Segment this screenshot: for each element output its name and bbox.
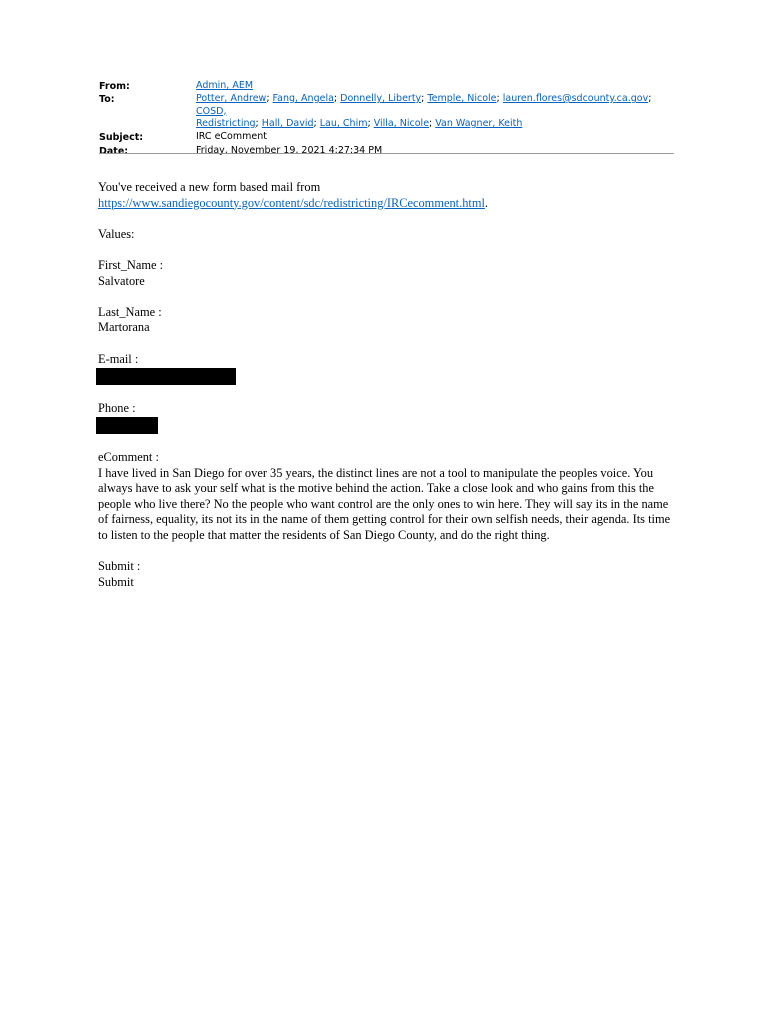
recipient-link[interactable]: Van Wagner, Keith (435, 118, 523, 129)
date-row (99, 145, 674, 159)
to-row (99, 93, 674, 131)
recipient-separator: ; (313, 118, 320, 129)
from-label: From: (99, 81, 130, 92)
ecomment-line: of fairness, equality, its not its in the name of them getting control for their own selfish needs, their agenda. Its time (98, 512, 671, 527)
sender-link[interactable]: Admin, AEM (196, 80, 254, 91)
ecomment-line: to listen to the people that matter the residents of San Diego County, and do the right thing. (98, 527, 550, 542)
recipients-list (196, 93, 674, 131)
recipient-link[interactable]: COSD, (196, 105, 227, 117)
last-name-value: Martorana (98, 320, 150, 335)
recipient-separator: ; (333, 93, 341, 104)
ecomment-line: people who live there? No the people who want control are the only ones to win here. They will say its in the name (98, 496, 669, 511)
ecomment-line: always have to ask your self what is the motive behind the action. Take a close look and who gains from this the (98, 481, 655, 496)
subject-value: IRC eComment (196, 131, 267, 142)
submit-value: Submit (98, 574, 134, 589)
source-url-line (98, 196, 678, 212)
recipient-separator: ; (266, 93, 273, 104)
subject-row (99, 131, 674, 145)
from-value (196, 80, 674, 93)
header-divider (99, 153, 674, 154)
recipient-separator: ; (648, 93, 652, 104)
recipient-link[interactable]: Fang, Angela (272, 93, 334, 104)
phone-redaction (96, 417, 158, 434)
first-name-label: First_Name : (98, 257, 164, 272)
email-redaction (96, 368, 236, 385)
first-name-value: Salvatore (98, 273, 145, 288)
intro-text: You've received a new form based mail from (98, 180, 321, 194)
recipient-link[interactable]: Hall, David (261, 118, 314, 129)
recipient-link[interactable]: Villa, Nicole (373, 118, 430, 129)
message-body (98, 180, 678, 590)
recipient-separator: ; (496, 93, 503, 104)
recipient-link[interactable]: Temple, Nicole (427, 93, 497, 104)
recipient-separator: ; (421, 93, 428, 104)
recipient-link[interactable]: Redistricting (196, 118, 256, 129)
ecomment-line: I have lived in San Diego for over 35 years, the distinct lines are not a tool to manipulate the peoples voice. You (98, 465, 654, 480)
phone-label: Phone : (98, 400, 136, 415)
subject-label: Subject: (99, 132, 144, 143)
values-label: Values: (98, 226, 135, 241)
ecomment-label: eComment : (98, 449, 159, 464)
recipient-link[interactable]: Lau, Chim (319, 118, 368, 129)
submit-label: Submit : (98, 559, 141, 574)
last-name-label: Last_Name : (98, 304, 162, 319)
email-label: E-mail : (98, 351, 139, 366)
recipient-separator: ; (367, 118, 374, 129)
source-url-link[interactable]: https://www.sandiegocounty.gov/content/sdc/redistricting/IRCecomment.html (98, 195, 485, 210)
recipients-line-2 (196, 118, 674, 131)
recipient-link[interactable]: Donnelly, Liberty (340, 93, 422, 104)
recipient-link[interactable]: Potter, Andrew (196, 93, 267, 104)
recipient-separator: ; (429, 118, 436, 129)
to-label: To: (99, 94, 115, 105)
date-value: Friday, November 19, 2021 4:27:34 PM (196, 145, 383, 156)
recipient-link[interactable]: lauren.flores@sdcounty.ca.gov (502, 93, 649, 104)
email-header (99, 80, 674, 159)
url-suffix: . (484, 195, 489, 210)
recipients-line-1 (196, 93, 674, 118)
recipient-separator: ; (255, 118, 262, 129)
date-label: Date: (99, 146, 129, 157)
from-row (99, 80, 674, 93)
